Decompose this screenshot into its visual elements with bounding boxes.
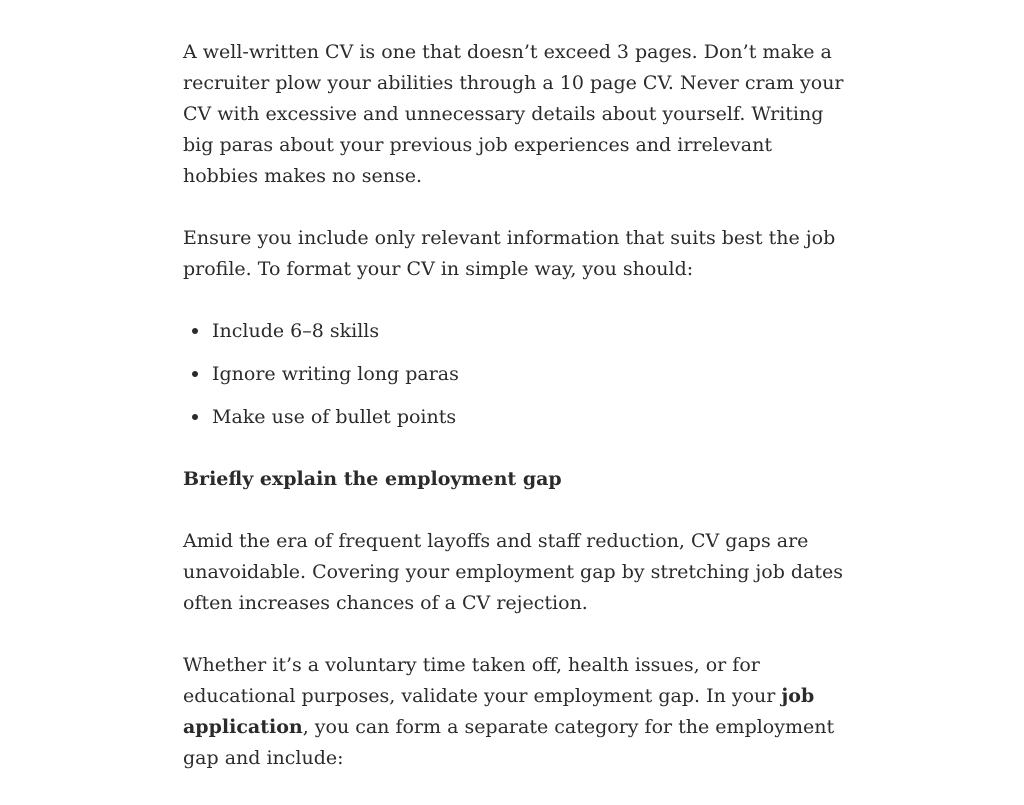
paragraph-text-start: Whether it’s a voluntary time taken off, health issues, or for educational purposes, validate your employment gap. In your — [183, 654, 782, 707]
section-heading: Briefly explain the employment gap — [183, 468, 562, 490]
article-body — [183, 37, 845, 805]
bullet-dot-icon — [192, 371, 198, 377]
list-item-text: Ignore writing long paras — [212, 363, 459, 385]
list-item-text: Include 6–8 skills — [212, 320, 380, 342]
list-item-text: Make use of bullet points — [212, 406, 457, 428]
list-item — [212, 402, 845, 433]
format-tips-list — [183, 316, 845, 433]
bullet-dot-icon — [192, 328, 198, 334]
bullet-dot-icon — [192, 414, 198, 420]
list-item — [212, 316, 845, 347]
job-application-link[interactable]: job application — [183, 685, 815, 738]
paragraph-validate-gap — [183, 650, 845, 774]
paragraph-cv-length: A well-written CV is one that doesn’t exceed 3 pages. Don’t make a recruiter plow your abilities through a 10 page CV. Never cram your CV with excessive and unnecessary details about yourself. Writing big paras about your previous job experiences and irrelevant hobbies makes no sense. — [183, 41, 844, 187]
paragraph-relevant-info: Ensure you include only relevant information that suits best the job profile. To format your CV in simple way, you should: — [183, 227, 836, 280]
list-item — [212, 359, 845, 390]
paragraph-cv-gaps: Amid the era of frequent layoffs and staff reduction, CV gaps are unavoidable. Covering your employment gap by stretching job dates often increases chances of a CV rejection. — [183, 530, 844, 614]
paragraph-text-end: , you can form a separate category for the employment gap and include: — [183, 716, 835, 769]
